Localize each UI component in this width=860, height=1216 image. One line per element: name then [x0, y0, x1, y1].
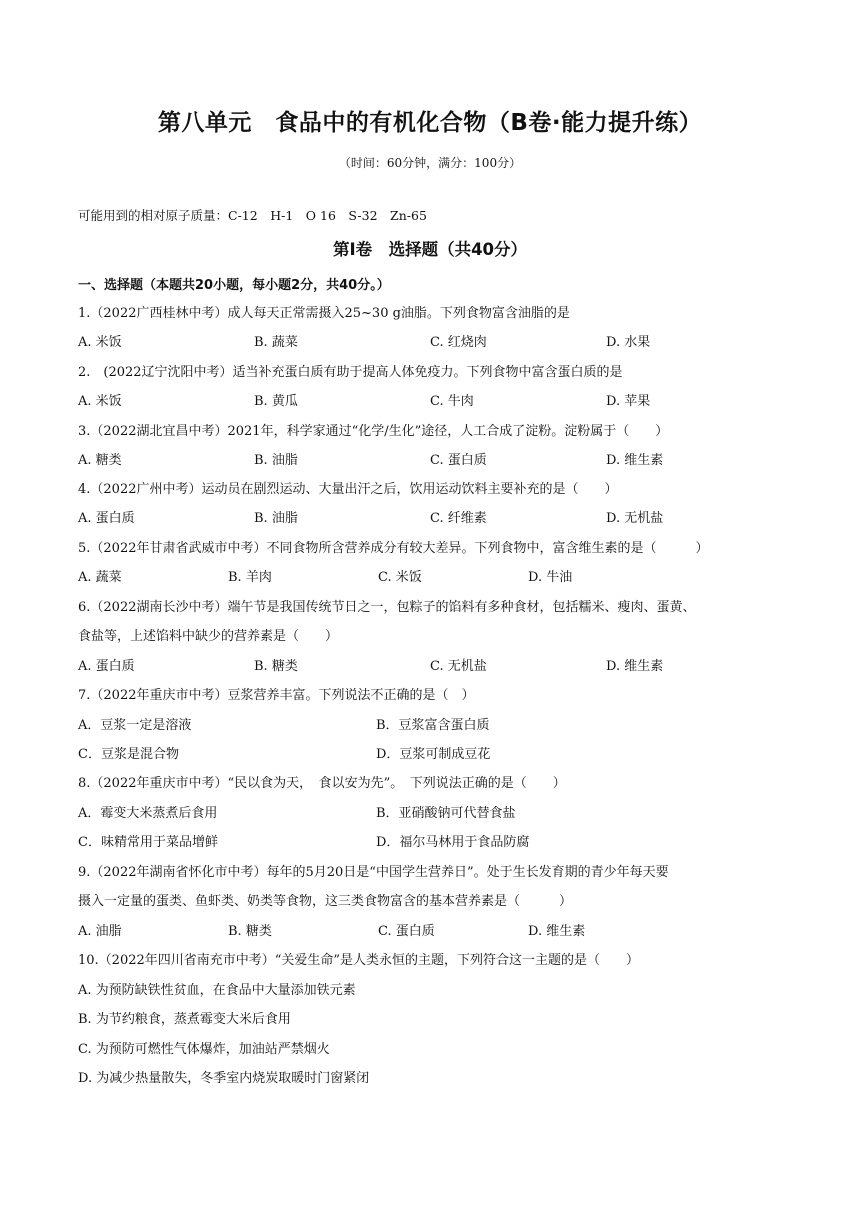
part-heading: 一、选择题（本题共20小题，每小题2分，共40分。） — [78, 278, 390, 293]
question-4-option-b[interactable]: B. 油脂 — [254, 511, 298, 526]
question-5-option-a[interactable]: A. 蔬菜 — [78, 570, 122, 585]
question-2-option-d[interactable]: D. 苹果 — [606, 394, 651, 409]
question-3-option-b[interactable]: B. 油脂 — [254, 453, 298, 468]
question-10-option-d[interactable]: D. 为减少热量散失，冬季室内烧炭取暖时门窗紧闭 — [78, 1071, 370, 1086]
question-10-option-a[interactable]: A. 为预防缺铁性贫血，在食品中大量添加铁元素 — [78, 983, 356, 998]
question-3-stem: 3.（2022湖北宜昌中考）2021年，科学家通过“化学/生化”途径，人工合成了淀粉。淀粉属于（ ） — [78, 424, 669, 439]
exam-time-info: （时间：60分钟，满分：100分） — [338, 156, 522, 170]
question-1-option-c[interactable]: C. 红烧肉 — [430, 335, 487, 350]
question-6-option-d[interactable]: D. 维生素 — [606, 659, 664, 674]
question-9-option-a[interactable]: A. 油脂 — [78, 924, 122, 939]
question-5-option-d[interactable]: D. 牛油 — [528, 570, 573, 585]
question-2-option-c[interactable]: C. 牛肉 — [430, 394, 474, 409]
question-3-option-c[interactable]: C. 蛋白质 — [430, 453, 487, 468]
question-7-option-c[interactable]: C．豆浆是混合物 — [78, 747, 179, 762]
question-8-option-a[interactable]: A．霉变大米蒸煮后食用 — [78, 806, 218, 821]
question-1-options-row — [78, 334, 798, 352]
question-1-option-b[interactable]: B. 蔬菜 — [254, 335, 298, 350]
atomic-mass-reference: 可能用到的相对原子质量：C-12 H-1 O 16 S-32 Zn-65 — [78, 208, 427, 223]
question-7-option-d[interactable]: D．豆浆可制成豆花 — [376, 747, 491, 762]
question-8-stem: 8.（2022年重庆市中考）“民以食为天， 食以安为先”。 下列说法正确的是（ ） — [78, 776, 566, 791]
question-3-option-d[interactable]: D. 维生素 — [606, 453, 664, 468]
question-9-stem-continued: 摄入一定量的蛋类、鱼虾类、奶类等食物，这三类食物富含的基本营养素是（ ） — [78, 894, 573, 909]
question-5-stem: 5.（2022年甘肃省武威市中考）不同食物所含营养成分有较大差异。下列食物中，富含维生素的是（ ） — [78, 541, 709, 556]
question-5-option-c[interactable]: C. 米饭 — [378, 570, 422, 585]
question-4-stem: 4.（2022广州中考）运动员在剧烈运动、大量出汗之后，饮用运动饮料主要补充的是（ ） — [78, 482, 618, 497]
question-6-options-row — [78, 658, 798, 676]
question-5-option-b[interactable]: B. 羊肉 — [228, 570, 272, 585]
question-4-option-d[interactable]: D. 无机盐 — [606, 511, 664, 526]
question-6-option-a[interactable]: A. 蛋白质 — [78, 659, 135, 674]
question-6-option-c[interactable]: C. 无机盐 — [430, 659, 487, 674]
question-10-option-b[interactable]: B. 为节约粮食，蒸煮霉变大米后食用 — [78, 1012, 291, 1027]
section-title: 第Ⅰ卷 选择题（共40分） — [332, 240, 528, 259]
question-8-option-b[interactable]: B．亚硝酸钠可代替食盐 — [376, 806, 516, 821]
question-7-options-row-2 — [78, 746, 798, 764]
question-10-stem: 10.（2022年四川省南充市中考）“关爱生命”是人类永恒的主题，下列符合这一主题的是（ ） — [78, 953, 640, 968]
question-10-option-c[interactable]: C. 为预防可燃性气体爆炸，加油站严禁烟火 — [78, 1042, 330, 1057]
question-7-option-a[interactable]: A．豆浆一定是溶液 — [78, 718, 192, 733]
question-4-option-c[interactable]: C. 纤维素 — [430, 511, 487, 526]
question-1-stem-line: 1.（2022广西桂林中考）成人每天正常需摄入25~30 g油脂。下列食物富含油脂的是 — [78, 306, 570, 321]
question-6-option-b[interactable]: B. 糖类 — [254, 659, 298, 674]
question-9-stem: 9.（2022年湖南省怀化市中考）每年的5月20日是“中国学生营养日”。处于生长发育期的青少年每天要 — [78, 865, 669, 880]
page-title: 第八单元 食品中的有机化合物（B卷·能力提升练） — [157, 110, 703, 136]
question-7-stem: 7.（2022年重庆市中考）豆浆营养丰富。下列说法不正确的是（ ） — [78, 688, 475, 703]
question-2-stem: 2. (2022辽宁沈阳中考）适当补充蛋白质有助于提高人体免疫力。下列食物中富含蛋白质的是 — [78, 365, 623, 380]
question-2-options-row — [78, 393, 798, 411]
question-9-option-b[interactable]: B. 糖类 — [228, 924, 272, 939]
question-3-option-a[interactable]: A. 糖类 — [78, 453, 122, 468]
question-4-option-a[interactable]: A. 蛋白质 — [78, 511, 135, 526]
question-9-option-d[interactable]: D. 维生素 — [528, 924, 586, 939]
question-1-option-d[interactable]: D. 水果 — [606, 335, 651, 350]
question-6-stem-continued: 食盐等，上述馅料中缺少的营养素是（ ） — [78, 629, 339, 644]
question-3-options-row — [78, 452, 798, 470]
question-6-stem: 6.（2022湖南长沙中考）端午节是我国传统节日之一，包粽子的馅料有多种食材，包括糯米、瘦肉、蛋黄、 — [78, 600, 696, 615]
question-1-option-a[interactable]: A. 米饭 — [78, 335, 122, 350]
question-2-option-a[interactable]: A. 米饭 — [78, 394, 122, 409]
question-9-options-row — [78, 923, 798, 941]
question-8-options-row-2 — [78, 834, 798, 852]
question-9-option-c[interactable]: C. 蛋白质 — [378, 924, 435, 939]
question-2-option-b[interactable]: B. 黄瓜 — [254, 394, 298, 409]
question-7-option-b[interactable]: B．豆浆富含蛋白质 — [376, 718, 490, 733]
question-8-options-row-1 — [78, 805, 798, 823]
question-5-options-row — [78, 569, 798, 587]
question-7-options-row-1 — [78, 717, 798, 735]
question-8-option-d[interactable]: D．福尔马林用于食品防腐 — [376, 835, 530, 850]
question-4-options-row — [78, 510, 798, 528]
question-8-option-c[interactable]: C．味精常用于菜品增鲜 — [78, 835, 218, 850]
